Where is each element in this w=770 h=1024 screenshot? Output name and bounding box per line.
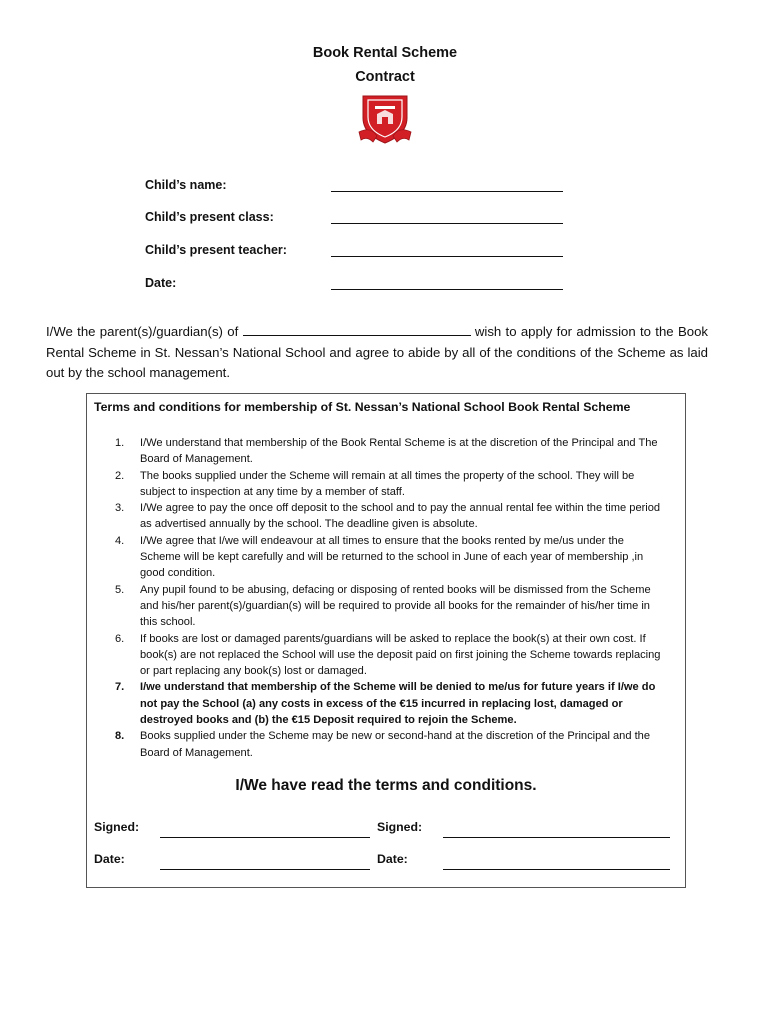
term-item	[101, 631, 666, 680]
date-line-2[interactable]	[443, 868, 670, 870]
date-line-1[interactable]	[160, 868, 370, 870]
signed-label-2: Signed:	[377, 820, 423, 834]
signed-label-1: Signed:	[94, 820, 140, 834]
child-name-label: Child’s name:	[145, 178, 227, 192]
signature-line-2[interactable]	[443, 836, 670, 838]
term-item	[101, 533, 666, 582]
term-item	[101, 582, 666, 631]
child-class-label: Child’s present class:	[145, 210, 274, 224]
signature-line-1[interactable]	[160, 836, 370, 838]
term-number: 6.	[115, 632, 125, 645]
child-name-line[interactable]	[331, 191, 563, 192]
terms-title: Terms and conditions for membership of St. Nessan’s National School Book Rental Scheme	[94, 400, 631, 414]
term-text: I/We agree that I/we will endeavour at all times to ensure that the books rented by me/us under the Scheme will be kept carefully and will be returned to the school in June of each year of membership ,in good condition.	[140, 534, 644, 580]
term-number: 4.	[115, 534, 125, 547]
child-class-field[interactable]	[145, 210, 565, 230]
term-item	[101, 435, 666, 468]
term-text: If books are lost or damaged parents/guardians will be asked to replace the book(s) at their own cost. If book(s) are not replaced the School will use the deposit paid on first joining the Scheme towards replacing or part replacing any book(s) lost or damaged.	[140, 632, 661, 678]
term-number: 2.	[115, 469, 125, 482]
term-text: The books supplied under the Scheme will remain at all times the property of the school. They will be subject to inspection at any time by a member of staff.	[140, 469, 635, 498]
statement-part1: I/We the parent(s)/guardian(s) of	[46, 324, 239, 339]
child-class-line[interactable]	[331, 223, 563, 224]
read-statement: I/We have read the terms and conditions.	[235, 777, 537, 794]
child-name-blank[interactable]	[243, 323, 471, 336]
term-item	[101, 500, 666, 533]
date-field[interactable]	[145, 276, 565, 296]
child-teacher-label: Child’s present teacher:	[145, 243, 287, 257]
child-name-field[interactable]	[145, 178, 565, 198]
term-number: 8.	[115, 730, 125, 743]
school-crest-icon	[357, 92, 413, 146]
statement-part2: wish to apply for admission to the Book Rental Scheme in St. Nessan’s National School and agree to abide by all of the conditions of the Scheme as laid out by the school management.	[46, 324, 708, 380]
term-number: 3.	[115, 502, 125, 515]
date-line[interactable]	[331, 289, 563, 290]
term-text: Books supplied under the Scheme may be new or second-hand at the discretion of the Principal and the Board of Management.	[140, 730, 651, 759]
terms-list	[101, 435, 666, 761]
term-text: I/We agree to pay the once off deposit to the school and to pay the annual rental fee within the time period as advertised annually by the school. The deadline given is absolute.	[140, 502, 661, 531]
document-subtitle: Contract	[355, 69, 415, 85]
term-item	[101, 468, 666, 501]
date-label: Date:	[145, 276, 177, 290]
term-number: 5.	[115, 583, 125, 596]
term-text: I/we understand that membership of the Scheme will be denied to me/us for future years if I/we do not pay the School (a) any costs in excess of the €15 incurred in replacing lost, damaged or destroyed books and (b) the €15 Deposit required to rejoin the Scheme.	[140, 681, 656, 727]
term-number: 7.	[115, 681, 125, 694]
term-number: 1.	[115, 437, 125, 449]
document-title: Book Rental Scheme	[312, 45, 458, 61]
child-teacher-field[interactable]	[145, 243, 565, 263]
date-label-2: Date:	[377, 852, 408, 866]
term-item	[101, 728, 666, 761]
child-teacher-line[interactable]	[331, 256, 563, 257]
terms-box	[86, 393, 686, 888]
date-label-1: Date:	[94, 852, 125, 866]
application-statement	[46, 322, 708, 384]
term-text: Any pupil found to be abusing, defacing or disposing of rented books will be dismissed from the Scheme and his/her parent(s)/guardian(s) will be required to provide all books for the remainder of his/her time in this school.	[140, 583, 651, 629]
term-item	[101, 679, 666, 728]
term-text: I/We understand that membership of the Book Rental Scheme is at the discretion of the Principal and The Board of Management.	[140, 437, 658, 466]
